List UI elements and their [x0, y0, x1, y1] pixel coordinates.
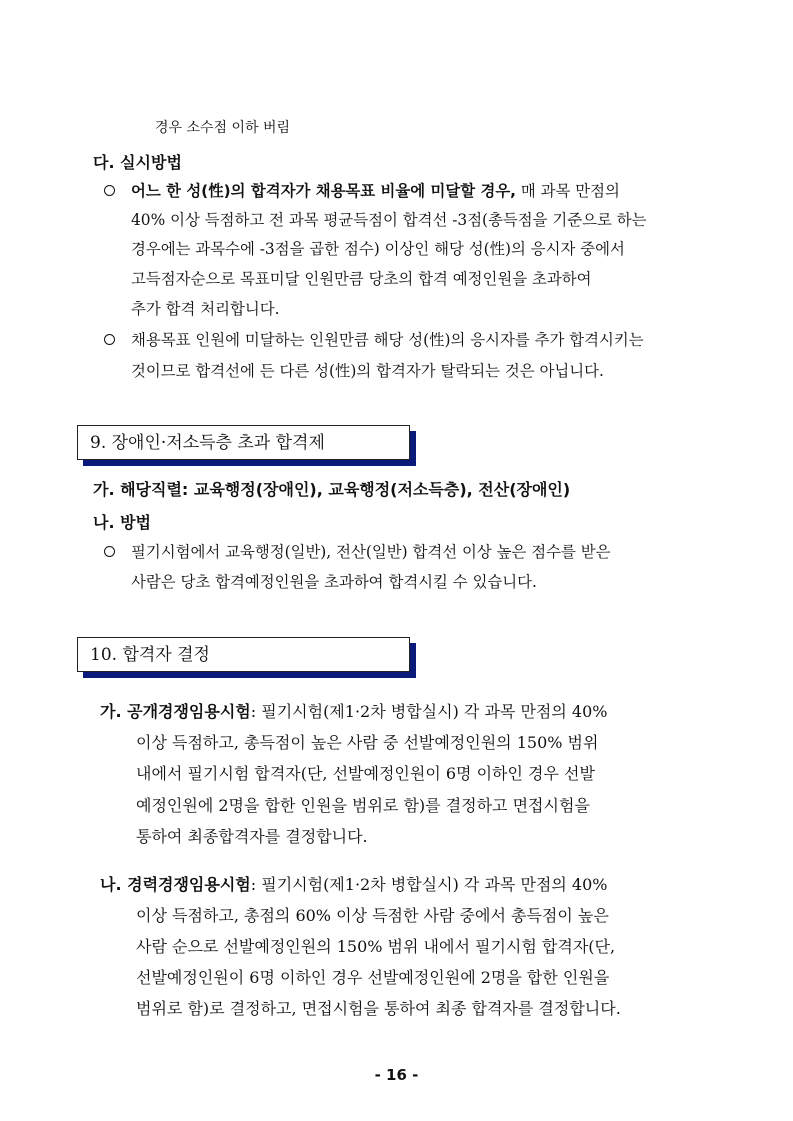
continuation-text: 경우 소수점 이하 버림	[155, 120, 291, 136]
bullet-paragraph-line: 고득점자순으로 목표미달 인원만큼 당초의 합격 예정인원을 초과하여	[131, 270, 592, 288]
paragraph-line: 예정인원에 2명을 합한 인원을 범위로 함)를 결정하고 면접시험을	[136, 796, 590, 815]
paragraph-line: 내에서 필기시험 합격자(단, 선발예정인원이 6명 이하인 경우 선발	[136, 764, 595, 783]
paragraph-line: 이상 득점하고, 총점의 60% 이상 득점한 사람 중에서 총득점이 높은	[136, 906, 609, 925]
bold-lead-text: 어느 한 성(性)의 합격자가 채용목표 비율에 미달할 경우,	[131, 182, 517, 200]
bullet-paragraph-line: 것이므로 합격선에 든 다른 성(性)의 합격자가 탈락되는 것은 아닙니다.	[131, 362, 604, 380]
section-10-title-box	[77, 637, 410, 672]
page-number: - 16 -	[374, 1066, 419, 1084]
section-9-na-heading: 나. 방법	[93, 513, 152, 532]
section-9-title: 9. 장애인·저소득층 초과 합격제	[90, 433, 325, 453]
paragraph-line	[100, 699, 607, 722]
bullet-paragraph-line: 사람은 당초 합격예정인원을 초과하여 합격시킬 수 있습니다.	[131, 573, 537, 591]
section-9-title-box	[77, 425, 410, 460]
item-prefix: 나.	[100, 875, 128, 894]
bold-term: 경력경쟁임용시험	[127, 875, 251, 894]
bullet-paragraph-line: 필기시험에서 교육행정(일반), 전산(일반) 합격선 이상 높은 점수를 받은	[131, 543, 611, 561]
hollow-circle-bullet-icon	[104, 185, 115, 196]
section-9-ga-heading: 가. 해당직렬: 교육행정(장애인), 교육행정(저소득층), 전산(장애인)	[93, 480, 571, 499]
bullet-paragraph-line	[131, 179, 620, 201]
line-rest-text: : 필기시험(제1·2차 병합실시) 각 과목 만점의 40%	[250, 875, 608, 894]
line-rest-text: : 필기시험(제1·2차 병합실시) 각 과목 만점의 40%	[250, 702, 608, 721]
bold-term: 공개경쟁임용시험	[127, 702, 251, 721]
paragraph-line	[100, 872, 607, 895]
paragraph-line: 범위로 함)로 결정하고, 면접시험을 통하여 최종 합격자를 결정합니다.	[136, 999, 621, 1018]
hollow-circle-bullet-icon	[104, 334, 115, 345]
bullet-paragraph-line: 추가 합격 처리합니다.	[131, 300, 280, 318]
paragraph-line: 사람 순으로 선발예정인원의 150% 범위 내에서 필기시험 합격자(단,	[136, 937, 616, 956]
bullet-paragraph-line: 경우에는 과목수에 -3점을 곱한 점수) 이상인 해당 성(性)의 응시자 중에서	[131, 240, 625, 258]
hollow-circle-bullet-icon	[104, 546, 115, 557]
line-rest-text: 매 과목 만점의	[516, 182, 620, 200]
item-prefix: 가.	[100, 702, 128, 721]
bullet-paragraph-line: 채용목표 인원에 미달하는 인원만큼 해당 성(性)의 응시자를 추가 합격시키는	[131, 331, 644, 349]
bullet-paragraph-line: 40% 이상 득점하고 전 과목 평균득점이 합격선 -3점(총득점을 기준으로 하는	[131, 211, 647, 229]
paragraph-line: 선발예정인원이 6명 이하인 경우 선발예정인원에 2명을 합한 인원을	[136, 968, 610, 987]
section-da-heading: 다. 실시방법	[93, 153, 182, 172]
paragraph-line: 이상 득점하고, 총득점이 높은 사람 중 선발예정인원의 150% 범위	[136, 733, 599, 752]
section-10-title: 10. 합격자 결정	[90, 645, 210, 665]
paragraph-line: 통하여 최종합격자를 결정합니다.	[136, 827, 368, 846]
